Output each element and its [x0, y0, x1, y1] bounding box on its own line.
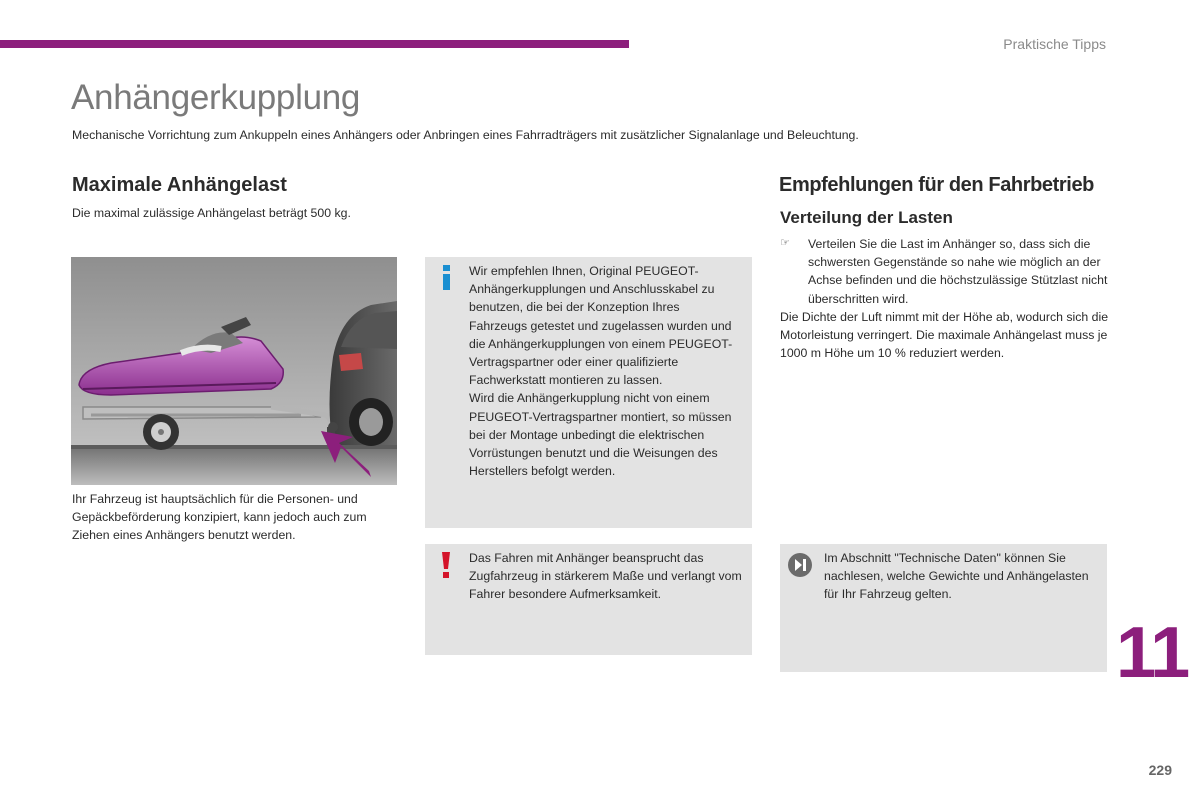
page-number: 229 [1148, 762, 1172, 778]
reference-box [780, 544, 1107, 672]
info-icon [441, 265, 453, 291]
subheading-load-distribution: Verteilung der Lasten [780, 208, 953, 227]
reference-text: Im Abschnitt "Technische Daten" können Sie nachlesen, welche Gewichte und Anhängelasten für Ihr Fahrzeug gelten. [824, 551, 1089, 602]
warning-text: Das Fahren mit Anhänger beansprucht das Zugfahrzeug in stärkerem Maße und verlangt vom Fahrer besondere Aufmerksamkeit. [469, 551, 742, 602]
trailer-illustration [71, 257, 397, 485]
accent-bar [0, 40, 629, 48]
intro-text: Mechanische Vorrichtung zum Ankuppeln eines Anhängers oder Anbringen eines Fahrradträgers mit zusätzlicher Signalanlage und Beleuchtung. [72, 128, 859, 142]
warning-box [425, 544, 752, 655]
warning-icon [440, 552, 452, 578]
bullet-text: Verteilen Sie die Last im Anhänger so, dass sich die schwersten Gegenstände so nahe wie möglich an der Achse befinden und die höchstzulässige Stützlast nicht überschritten wird. [808, 237, 1108, 306]
info-box [425, 257, 752, 528]
altitude-paragraph: Die Dichte der Luft nimmt mit der Höhe ab, wodurch sich die Motorleistung verringert. Die maximale Anhängelast muss je 1000 m Höhe um 10 % reduziert werden. [780, 310, 1109, 361]
heading-max-load: Maximale Anhängelast [72, 174, 287, 196]
chapter-number: 11 [1116, 613, 1189, 693]
forward-icon [788, 553, 812, 577]
photo-caption: Ihr Fahrzeug ist hauptsächlich für die Personen- und Gepäckbeförderung konzipiert, kann jedoch auch zum Ziehen eines Anhängers benutzt werden. [72, 492, 367, 543]
pointing-hand-icon: ☞ [780, 237, 790, 249]
info-text: Wir empfehlen Ihnen, Original PEUGEOT-Anhängerkupplungen und Anschlusskabel zu benutzen, die bei der Konzeption Ihres Fahrzeugs getestet und zugelassen wurden und die Anhängerkupplungen von einem PEUGEOT-Vertragspartner oder einer qualifizierte Fachwerkstatt montieren zu lassen. Wird die Anhängerkupplung nicht von einem PEUGEOT-Vertragspartner montiert, so müssen bei der Montage unbedingt die elektrischen Vorrüstungen benutzt und die Weisungen des Herstellers befolgt werden. [469, 264, 733, 479]
heading-driving-advice: Empfehlungen für den Fahrbetrieb [779, 174, 1094, 196]
max-load-text: Die maximal zulässige Anhängelast beträgt 500 kg. [72, 206, 351, 220]
section-label: Praktische Tipps [1003, 36, 1106, 52]
page-title: Anhängerkupplung [71, 78, 361, 117]
